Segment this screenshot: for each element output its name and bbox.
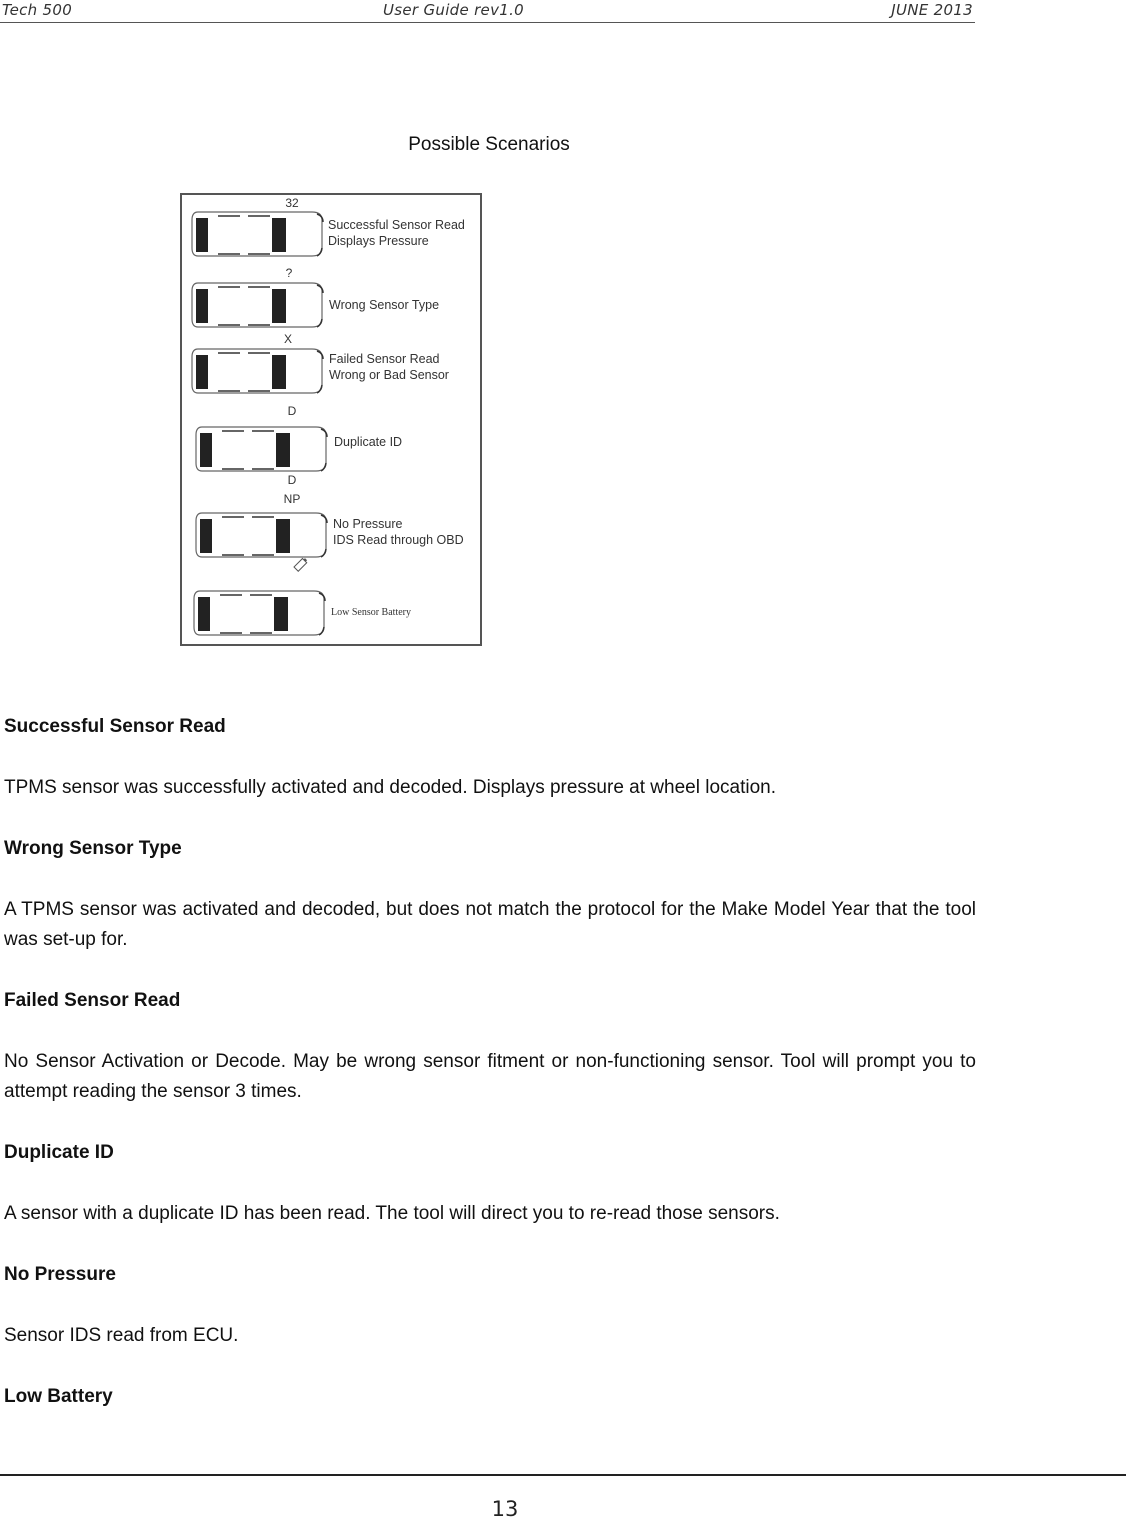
scenario-marker: X <box>283 332 293 346</box>
scenario-row <box>194 557 411 635</box>
scenario-label: Duplicate ID <box>334 435 403 449</box>
car-top-view-icon <box>194 591 325 635</box>
scenario-marker: D <box>287 473 297 487</box>
scenario-label: Displays Pressure <box>328 234 429 248</box>
section-title: Failed Sensor Read <box>4 990 181 1011</box>
scenarios-figure <box>180 193 482 646</box>
section-body: A sensor with a duplicate ID has been read. The tool will direct you to re-read those sensors. <box>4 1203 780 1224</box>
scenario-marker: ? <box>285 266 293 280</box>
header-product: Tech 500 <box>2 1 73 19</box>
car-top-view-icon <box>196 513 327 557</box>
section-title: Duplicate ID <box>4 1142 114 1163</box>
section-body: No Sensor Activation or Decode. May be wrong sensor fitment or non-functioning sensor. Tool will prompt you to attempt reading the sensor 3 times. <box>4 1051 976 1102</box>
scenario-row <box>196 473 464 557</box>
figure-caption: Possible Scenarios <box>408 134 570 155</box>
scenario-row <box>196 404 402 471</box>
section-title: Wrong Sensor Type <box>4 838 182 859</box>
section-title: No Pressure <box>4 1264 116 1285</box>
scenario-marker: D <box>287 404 297 418</box>
section-title: Low Battery <box>4 1386 113 1407</box>
footer-rule <box>0 1474 1126 1476</box>
car-top-view-icon <box>192 349 323 393</box>
scenario-label: Wrong Sensor Type <box>329 298 440 312</box>
car-top-view-icon <box>192 283 323 327</box>
scenario-marker: 32 <box>285 196 299 210</box>
scenario-label: Low Sensor Battery <box>331 607 411 618</box>
battery-icon <box>294 557 308 571</box>
scenario-row <box>192 196 465 256</box>
header-doc-title: User Guide rev1.0 <box>383 1 525 19</box>
scenario-descriptions <box>4 712 976 1412</box>
scenario-label: Failed Sensor Read <box>329 352 440 366</box>
scenario-label: Successful Sensor Read <box>328 218 465 232</box>
scenario-row <box>192 266 439 327</box>
scenario-label: No Pressure <box>333 517 403 531</box>
running-header <box>0 0 975 23</box>
scenario-row <box>192 332 449 393</box>
section-body: A TPMS sensor was activated and decoded, but does not match the protocol for the Make Model Year that the tool was set-up for. <box>4 899 976 950</box>
section-body: Sensor IDS read from ECU. <box>4 1325 239 1346</box>
car-top-view-icon <box>196 427 327 471</box>
scenario-marker-secondary: NP <box>283 492 301 506</box>
header-date: JUNE 2013 <box>891 1 973 19</box>
car-top-view-icon <box>192 212 323 256</box>
scenario-label: IDS Read through OBD <box>333 533 464 547</box>
scenario-label: Wrong or Bad Sensor <box>329 368 449 382</box>
scenarios-diagram <box>182 195 480 644</box>
section-title: Successful Sensor Read <box>4 716 226 737</box>
section-body: TPMS sensor was successfully activated and decoded. Displays pressure at wheel location. <box>4 777 776 798</box>
page-number: 13 <box>491 1497 519 1521</box>
